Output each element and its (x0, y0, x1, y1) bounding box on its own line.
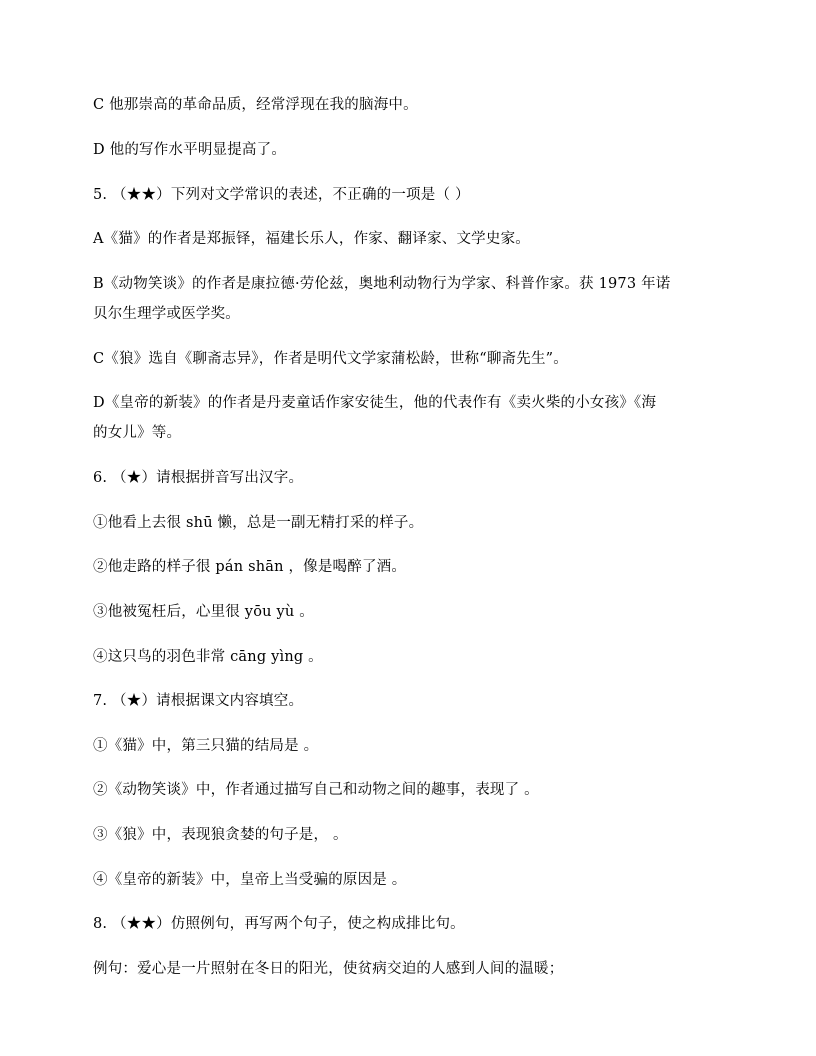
question-5-option-b-cont: 贝尔生理学或医学奖。 (93, 306, 240, 322)
question-7-item-1: ①《猫》中，第三只猫的结局是 。 (93, 738, 319, 754)
question-5-option-d-cont: 的女儿》等。 (93, 425, 182, 441)
question-5-option-a: A《猫》的作者是郑振铎，福建长乐人，作家、翻译家、文学史家。 (93, 231, 530, 247)
question-6-item-2: ②他走路的样子很 pán shān ，像是喝醉了酒。 (93, 559, 407, 575)
question-7-item-3: ③《狼》中，表现狼贪婪的句子是， 。 (93, 827, 348, 843)
question-8-example: 例句：爱心是一片照射在冬日的阳光，使贫病交迫的人感到人间的温暖； (93, 961, 564, 977)
question-6-title: 6. （★）请根据拼音写出汉字。 (93, 470, 304, 486)
question-6-item-3: ③他被冤枉后，心里很 yōu yù 。 (93, 604, 314, 620)
question-7-item-2: ②《动物笑谈》中，作者通过描写自己和动物之间的趣事，表现了 。 (93, 782, 539, 798)
question-5-option-b: B《动物笑谈》的作者是康拉德·劳伦兹，奥地利动物行为学家、科普作家。获 1973 年诺 (93, 276, 671, 292)
option-d-line: D 他的写作水平明显提高了。 (93, 142, 287, 158)
question-8-title: 8. （★★）仿照例句，再写两个句子，使之构成排比句。 (93, 916, 465, 932)
question-6-item-1: ①他看上去很 shū 懒，总是一副无精打采的样子。 (93, 515, 424, 531)
question-5-title: 5. （★★）下列对文学常识的表述，不正确的一项是（ ） (93, 187, 470, 203)
question-5-option-c: C《狼》选自《聊斋志异》，作者是明代文学家蒲松龄，世称“聊斋先生”。 (93, 351, 568, 367)
question-7-item-4: ④《皇帝的新装》中，皇帝上当受骗的原因是 。 (93, 872, 407, 888)
option-c-line: C 他那崇高的革命品质，经常浮现在我的脑海中。 (93, 97, 418, 113)
question-6-item-4: ④这只鸟的羽色非常 cāng yìng 。 (93, 649, 323, 665)
question-5-option-d: D《皇帝的新装》的作者是丹麦童话作家安徒生，他的代表作有《卖火柴的小女孩》《海 (93, 395, 657, 411)
question-7-title: 7. （★）请根据课文内容填空。 (93, 693, 304, 709)
